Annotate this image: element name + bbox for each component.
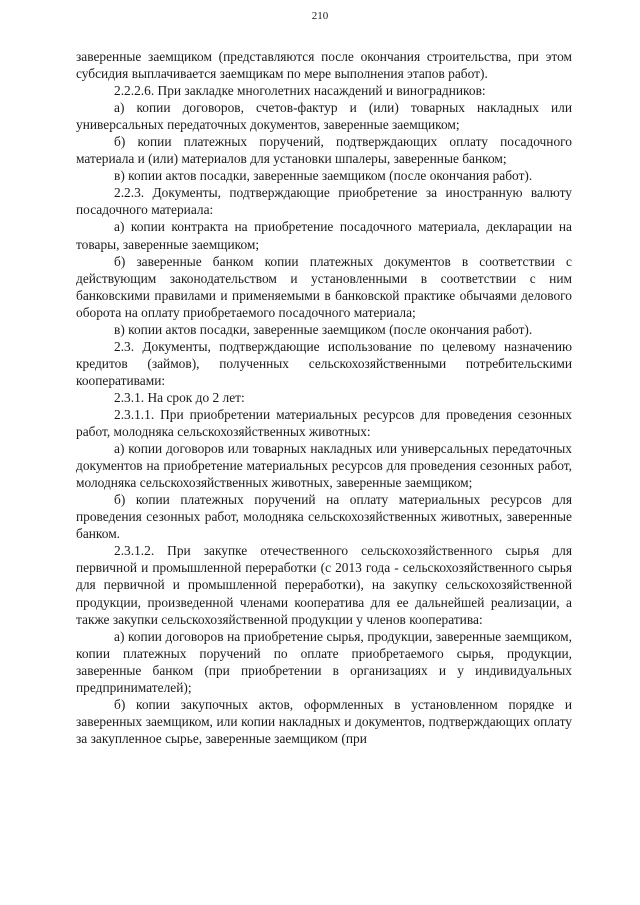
paragraph: б) копии платежных поручений, подтверждающих оплату посадочного материала и (или) материалов для установки шпалеры, заверенные банком; [76,134,572,167]
paragraph: 2.3. Документы, подтверждающие использование по целевому назначению кредитов (займов), полученных сельскохозяйственными потребительскими кооперативами: [76,338,572,388]
paragraph: заверенные заемщиком (представляются после окончания строительства, при этом субсидия выплачивается заемщикам по мере выполнения этапов работ). [76,49,572,82]
page-number: 210 [311,10,329,22]
paragraph: б) заверенные банком копии платежных документов в соответствии с действующим законодательством и установленными в соответствии с ним банковскими правилами и применяемыми в банковской практике обычаями делового оборота на оплату приобретаемого посадочного материала; [76,253,572,320]
document-body [76,48,572,747]
paragraph: а) копии контракта на приобретение посадочного материала, декларации на товары, заверенные заемщиком; [76,219,572,252]
paragraph: 2.2.3. Документы, подтверждающие приобретение за иностранную валюту посадочного материала: [76,185,572,218]
paragraph: б) копии платежных поручений на оплату материальных ресурсов для проведения сезонных работ, молодняка сельскохозяйственных животных, заверенные банком. [76,492,572,542]
paragraph: 2.3.1. На срок до 2 лет: [114,389,245,405]
paragraph: 2.3.1.1. При приобретении материальных ресурсов для проведения сезонных работ, молодняка сельскохозяйственных животных: [76,406,572,440]
paragraph: а) копии договоров на приобретение сырья, продукции, заверенные заемщиком, копии платежных поручений по оплате приобретаемого сырья, продукции, заверенные банком (при приобретении в организациях и у индивидуальных предпринимателей); [76,628,572,695]
paragraph: 2.3.1.2. При закупке отечественного сельскохозяйственного сырья для первичной и промышленной переработки (с 2013 года - сельскохозяйственного сырья для первичной и промышленной переработки), на закупку сельскохозяйственной продукции, произведенной членами кооператива для ее дальнейшей реализации, а также закупки сельскохозяйственной продукции у членов кооператива: [76,543,572,627]
paragraph: б) копии закупочных актов, оформленных в установленном порядке и заверенных заемщиком, или копии накладных и документов, подтверждающих оплату за закупленное сырье, заверенные заемщиком (при [76,696,572,746]
paragraph: 2.2.2.6. При закладке многолетних насаждений и виноградников: [114,83,486,99]
paragraph: а) копии договоров или товарных накладных или универсальных передаточных документов на приобретение материальных ресурсов для проведения сезонных работ, молодняка сельскохозяйственных животных, заверенные заемщиком; [76,441,572,491]
paragraph: в) копии актов посадки, заверенные заемщиком (после окончания работ). [114,321,533,337]
paragraph: а) копии договоров, счетов-фактур и (или) товарных накладных или универсальных передаточных документов, заверенные заемщиком; [76,100,572,133]
paragraph: в) копии актов посадки, заверенные заемщиком (после окончания работ). [114,168,533,184]
